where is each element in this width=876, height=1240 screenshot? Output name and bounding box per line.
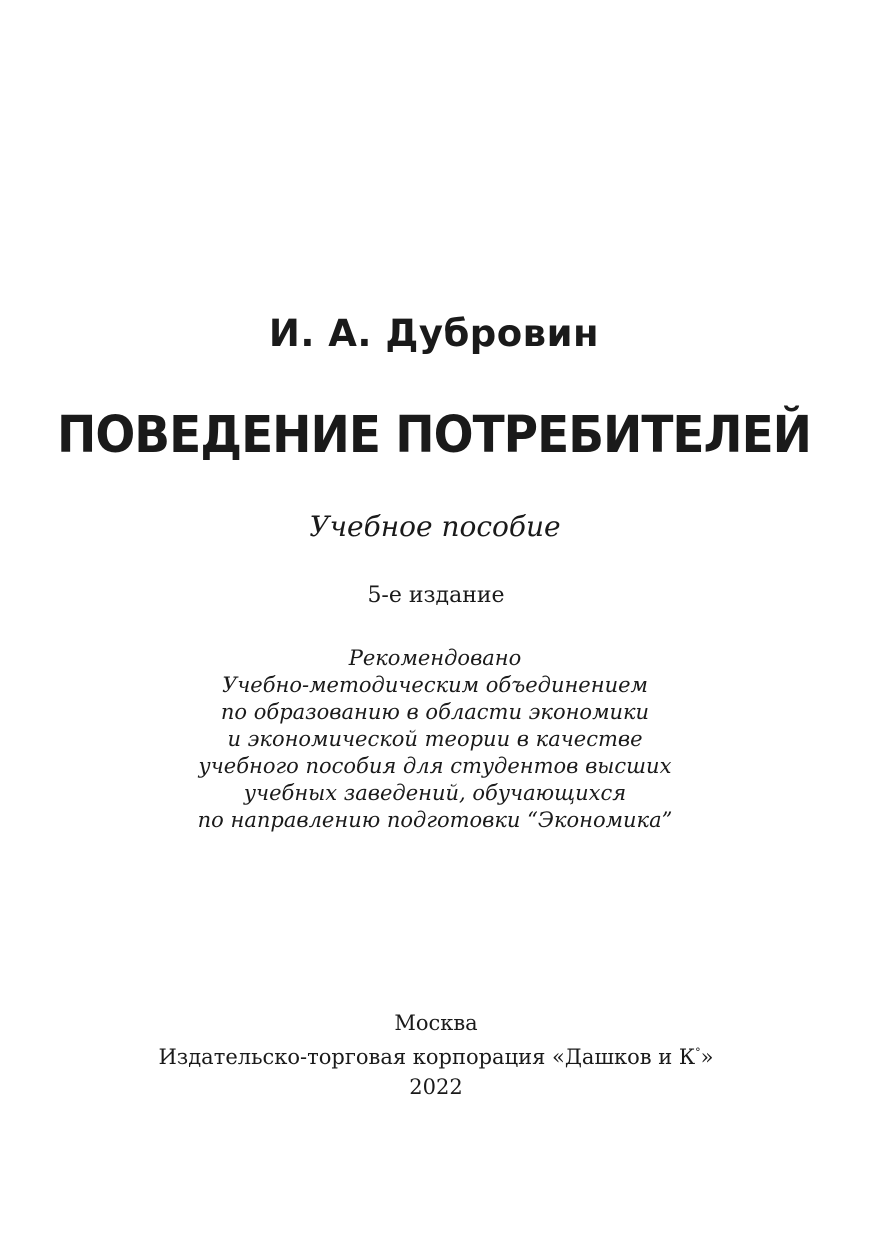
publisher-name-end: »	[700, 1045, 714, 1069]
publication-year: 2022	[409, 1075, 463, 1099]
recommendation-block	[0, 645, 873, 834]
book-subtitle: Учебное пособие	[309, 510, 561, 543]
publisher-city: Москва	[394, 1011, 478, 1035]
publisher-block	[0, 1008, 874, 1102]
book-title: ПОВЕДЕНИЕ ПОТРЕБИТЕЛЕЙ	[56, 405, 812, 466]
recommendation-line: по образованию в области экономики	[220, 700, 650, 724]
publisher-name-superscript: °	[695, 1046, 701, 1059]
publisher-name-main: Издательско-торговая корпорация «Дашков и К	[158, 1045, 696, 1069]
recommendation-line: Учебно-методическим объединением	[222, 673, 648, 697]
recommendation-line: учебного пособия для студентов высших	[198, 754, 672, 778]
recommendation-line: учебных заведений, обучающихся	[243, 781, 627, 805]
edition-label: 5-е издание	[367, 583, 505, 608]
recommendation-line: Рекомендовано	[348, 646, 522, 670]
recommendation-line: по направлению подготовки “Экономика”	[197, 808, 673, 832]
recommendation-line: и экономической теории в качестве	[227, 727, 643, 751]
author-name: И. А. Дубровин	[268, 312, 600, 355]
publisher-name	[0, 1038, 874, 1072]
